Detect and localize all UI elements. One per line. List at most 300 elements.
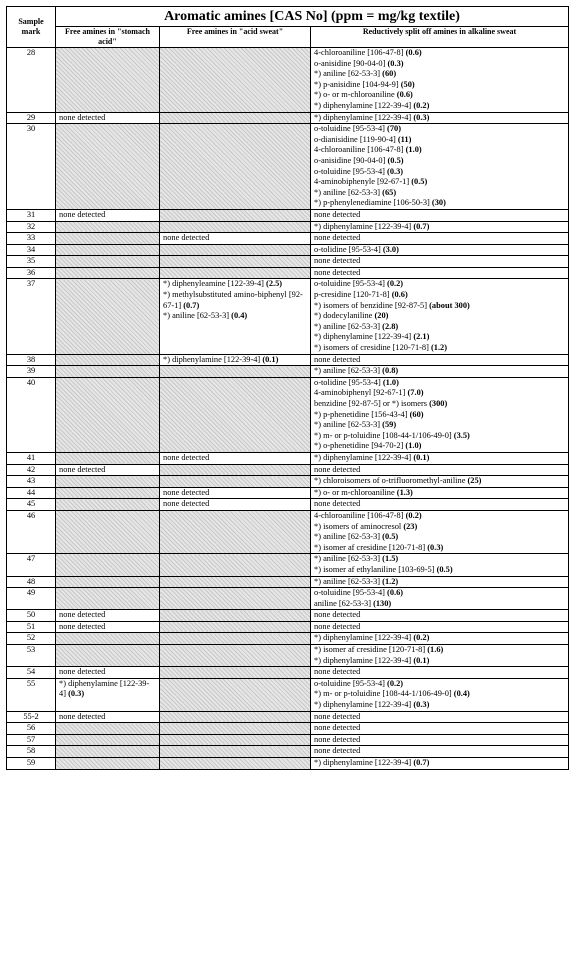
table-row	[7, 758, 569, 770]
alkaline-cell	[311, 256, 569, 268]
sample-mark-cell: 39	[7, 366, 56, 378]
amine-concentration: (0.7)	[183, 300, 200, 310]
amine-entry	[314, 599, 565, 610]
stomach-cell-empty	[56, 233, 160, 245]
amine-name: o-toluidine [95-53-4]	[314, 279, 388, 289]
alkaline-cell	[311, 124, 569, 210]
stomach-cell	[56, 610, 160, 622]
amine-entry	[314, 101, 565, 112]
amine-name: none detected	[314, 746, 361, 756]
amine-entry	[314, 431, 565, 442]
sample-mark-cell: 59	[7, 758, 56, 770]
alkaline-cell	[311, 723, 569, 735]
sweat-cell-empty	[160, 645, 311, 667]
sweat-cell-empty	[160, 256, 311, 268]
amine-entry	[314, 311, 565, 322]
stomach-cell-empty	[56, 499, 160, 511]
amine-entry	[314, 610, 565, 621]
amine-name: none detected	[314, 233, 361, 243]
sample-mark-cell: 32	[7, 221, 56, 233]
alkaline-cell	[311, 678, 569, 711]
amine-concentration: (7.0)	[407, 388, 424, 398]
amine-name: o-anisidine [90-04-0]	[314, 58, 388, 68]
amine-concentration: (59)	[382, 420, 397, 430]
amine-concentration: (70)	[387, 124, 401, 134]
amine-name: *) isomers of cresidine [120-71-8]	[314, 343, 431, 353]
amine-concentration: (0.6)	[396, 90, 413, 100]
sweat-cell-empty	[160, 588, 311, 610]
amine-name: *) m- or p-toluidine [108-44-1/106-49-0]	[314, 689, 454, 699]
amine-concentration: (0.3)	[387, 58, 404, 68]
amine-concentration: (3.5)	[453, 430, 470, 440]
amine-entry	[314, 511, 565, 522]
amine-concentration: (2.8)	[382, 321, 399, 331]
sample-mark-cell: 42	[7, 464, 56, 476]
sample-mark-cell: 36	[7, 267, 56, 279]
sweat-cell	[160, 233, 311, 245]
table-row	[7, 124, 569, 210]
amine-entry	[314, 410, 565, 421]
amine-concentration: (0.2)	[387, 279, 404, 289]
amine-name: *) diphenylamine [122-39-4]	[163, 354, 263, 364]
sweat-cell-empty	[160, 112, 311, 124]
table-row	[7, 711, 569, 723]
sample-mark-cell: 45	[7, 499, 56, 511]
stomach-acid-header: Free amines in "stomach acid"	[56, 27, 160, 48]
sweat-cell-empty	[160, 48, 311, 113]
sample-mark-cell: 49	[7, 588, 56, 610]
amine-entry	[314, 48, 565, 59]
sweat-cell-empty	[160, 723, 311, 735]
sweat-cell-empty	[160, 678, 311, 711]
amine-entry	[314, 689, 565, 700]
amine-entry	[314, 145, 565, 156]
sample-mark-cell: 52	[7, 633, 56, 645]
table-row	[7, 452, 569, 464]
amine-name: none detected	[59, 667, 106, 677]
amine-concentration: (1.6)	[427, 645, 444, 655]
amine-name: *) diphenylamine [122-39-4]	[314, 100, 414, 110]
amine-entry	[59, 667, 156, 678]
amine-concentration: (11)	[397, 134, 412, 144]
table-row	[7, 279, 569, 354]
amine-entry	[314, 700, 565, 711]
stomach-cell-empty	[56, 554, 160, 576]
amine-concentration: (0.5)	[411, 177, 428, 187]
amine-concentration: (0.5)	[436, 564, 453, 574]
amine-name: none detected	[314, 621, 361, 631]
amine-concentration: (1.5)	[382, 554, 399, 564]
amine-concentration: (0.3)	[68, 689, 85, 699]
amine-name: 4-chloroaniline [106-47-8]	[314, 145, 406, 155]
amine-name: o-toluidine [95-53-4]	[314, 124, 388, 134]
sample-mark-cell: 55-2	[7, 711, 56, 723]
table-row	[7, 267, 569, 279]
amine-name: none detected	[59, 711, 106, 721]
amine-name: none detected	[59, 112, 106, 122]
sample-mark-header: Sample mark	[7, 7, 56, 48]
sweat-cell-empty	[160, 633, 311, 645]
amine-name: *) chloroisomers of o-trifluoromethyl-aniline	[314, 476, 468, 486]
stomach-cell-empty	[56, 645, 160, 667]
amine-name: none detected	[314, 267, 361, 277]
stomach-cell-empty	[56, 124, 160, 210]
stomach-cell-empty	[56, 221, 160, 233]
amine-entry	[163, 453, 307, 464]
table-row	[7, 645, 569, 667]
amine-entry	[163, 355, 307, 366]
amine-concentration: (0.4)	[231, 311, 248, 321]
table-row	[7, 610, 569, 622]
amine-entry	[314, 758, 565, 769]
sweat-cell-empty	[160, 554, 311, 576]
table-row	[7, 112, 569, 124]
amine-entry	[314, 577, 565, 588]
amine-name: *) o-phenetidine [94-70-2]	[314, 441, 406, 451]
amine-name: *) isomers of benzidine [92-87-5]	[314, 300, 430, 310]
amine-entry	[314, 522, 565, 533]
amine-name: 4-chloroaniline [106-47-8]	[314, 510, 406, 520]
alkaline-cell	[311, 354, 569, 366]
sweat-cell-empty	[160, 377, 311, 452]
sweat-cell-empty	[160, 711, 311, 723]
amine-entry	[314, 69, 565, 80]
stomach-cell-empty	[56, 366, 160, 378]
amine-concentration: (1.2)	[430, 343, 448, 353]
amine-name: *) isomers of aminocresol	[314, 521, 404, 531]
amine-entry	[314, 476, 565, 487]
amine-entry	[314, 135, 565, 146]
amine-entry	[314, 420, 565, 431]
stomach-cell-empty	[56, 734, 160, 746]
amine-name: none detected	[314, 354, 361, 364]
amine-entry	[59, 610, 156, 621]
amine-name: 4-aminobiphenyle [92-67-1]	[314, 177, 412, 187]
amine-entry	[314, 588, 565, 599]
alkaline-cell	[311, 464, 569, 476]
amine-name: none detected	[163, 487, 210, 497]
amine-name: *) diphenylamine [122-39-4]	[314, 221, 414, 231]
amine-entry	[59, 679, 156, 700]
amine-concentration: (0.3)	[413, 112, 430, 122]
table-row	[7, 377, 569, 452]
amine-concentration: (1.2)	[382, 576, 399, 586]
amine-entry	[314, 656, 565, 667]
amine-name: 4-chloroaniline [106-47-8]	[314, 48, 406, 57]
stomach-cell-empty	[56, 354, 160, 366]
amine-concentration: (0.1)	[413, 452, 430, 462]
acid-sweat-header: Free amines in "acid sweat"	[160, 27, 311, 48]
sample-mark-cell: 28	[7, 48, 56, 113]
amine-concentration: (0.3)	[413, 700, 430, 710]
amine-concentration: (300)	[429, 399, 448, 408]
amine-name: none detected	[314, 723, 361, 733]
amine-name: none detected	[314, 256, 361, 266]
table-row	[7, 621, 569, 633]
table-row	[7, 48, 569, 113]
amine-name: *) aniline [62-53-3]	[163, 311, 232, 321]
table-row	[7, 499, 569, 511]
stomach-cell	[56, 112, 160, 124]
amine-entry	[314, 712, 565, 723]
amine-entry	[314, 543, 565, 554]
amine-concentration: (30)	[431, 198, 446, 208]
sample-mark-cell: 35	[7, 256, 56, 268]
amine-entry	[314, 645, 565, 656]
stomach-cell-empty	[56, 487, 160, 499]
amine-entry	[314, 378, 565, 389]
sweat-cell-empty	[160, 621, 311, 633]
alkaline-cell	[311, 366, 569, 378]
amine-entry	[314, 488, 565, 499]
sample-mark-cell: 54	[7, 667, 56, 679]
amine-name: *) diphenylamine [122-39-4]	[314, 758, 414, 767]
table-row	[7, 633, 569, 645]
amine-entry	[314, 177, 565, 188]
amine-concentration: (1.0)	[405, 145, 422, 155]
amine-name: *) p-phenylenediamine [106-50-3]	[314, 198, 432, 208]
amine-name: *) m- or p-toluidine [108-44-1/106-49-0]	[314, 430, 454, 440]
amine-name: none detected	[314, 734, 361, 744]
sweat-cell	[160, 487, 311, 499]
amine-name: none detected	[163, 452, 210, 462]
amine-name: o-toluidine [95-53-4]	[314, 678, 388, 688]
amine-entry	[314, 746, 565, 757]
amine-entry	[314, 565, 565, 576]
sample-mark-cell: 33	[7, 233, 56, 245]
sample-mark-cell: 43	[7, 476, 56, 488]
amine-concentration: (60)	[382, 69, 397, 79]
table-row	[7, 734, 569, 746]
amine-name: *) aniline [62-53-3]	[314, 69, 383, 79]
amine-concentration: (0.5)	[382, 532, 399, 542]
sweat-cell-empty	[160, 746, 311, 758]
alkaline-cell	[311, 610, 569, 622]
alkaline-cell	[311, 554, 569, 576]
alkaline-cell	[311, 244, 569, 256]
stomach-cell-empty	[56, 256, 160, 268]
stomach-cell	[56, 621, 160, 633]
amine-entry	[314, 399, 565, 410]
sweat-cell-empty	[160, 366, 311, 378]
amine-concentration: (0.6)	[391, 290, 408, 300]
stomach-cell-empty	[56, 244, 160, 256]
amine-name: o-tolidine [95-53-4]	[314, 377, 383, 387]
alkaline-cell	[311, 377, 569, 452]
amine-name: *) isomer af cresidine [120-71-8]	[314, 542, 428, 552]
amine-entry	[314, 188, 565, 199]
amine-concentration: (0.6)	[405, 48, 422, 57]
sweat-cell-empty	[160, 758, 311, 770]
sweat-cell-empty	[160, 476, 311, 488]
amine-name: *) aniline [62-53-3]	[314, 420, 383, 430]
amine-name: benzidine [92-87-5] or *) isomers	[314, 399, 430, 408]
sweat-cell-empty	[160, 610, 311, 622]
amine-concentration: (2.1)	[413, 332, 430, 342]
amine-name: *) diphenylamine [122-39-4]	[314, 700, 414, 710]
amine-entry	[314, 388, 565, 399]
amine-name: *) dodecylaniline	[314, 311, 375, 321]
amine-name: none detected	[59, 209, 106, 219]
amine-entry	[314, 256, 565, 267]
stomach-cell-empty	[56, 279, 160, 354]
stomach-cell	[56, 678, 160, 711]
amine-name: *) diphenylamine [122-39-4]	[59, 678, 150, 699]
amine-entry	[59, 712, 156, 723]
stomach-cell-empty	[56, 633, 160, 645]
alkaline-cell	[311, 758, 569, 770]
alkaline-cell	[311, 233, 569, 245]
amine-name: 4-aminobiphenyl [92-67-1]	[314, 388, 408, 398]
amine-concentration: (about 300)	[429, 300, 470, 310]
amine-name: *) diphenyleamine [122-39-4]	[163, 279, 267, 289]
table-row	[7, 354, 569, 366]
amine-name: *) aniline [62-53-3]	[314, 366, 383, 376]
amine-concentration: (0.4)	[453, 689, 470, 699]
amine-entry	[59, 210, 156, 221]
alkaline-cell	[311, 48, 569, 113]
sweat-cell-empty	[160, 734, 311, 746]
sweat-cell	[160, 354, 311, 366]
stomach-cell-empty	[56, 48, 160, 113]
amine-concentration: (20)	[374, 311, 389, 321]
alkaline-cell	[311, 621, 569, 633]
amine-concentration: (0.5)	[387, 155, 404, 165]
amine-entry	[314, 453, 565, 464]
sweat-cell	[160, 499, 311, 511]
amine-concentration: (0.1)	[413, 655, 430, 665]
stomach-cell-empty	[56, 588, 160, 610]
amine-name: *) aniline [62-53-3]	[314, 576, 383, 586]
stomach-cell	[56, 209, 160, 221]
stomach-cell-empty	[56, 758, 160, 770]
amine-concentration: (0.2)	[413, 633, 430, 643]
amine-entry	[314, 554, 565, 565]
table-row	[7, 554, 569, 576]
amine-name: *) aniline [62-53-3]	[314, 554, 383, 564]
sample-mark-cell: 40	[7, 377, 56, 452]
amine-entry	[314, 113, 565, 124]
amine-concentration: (60)	[409, 409, 424, 419]
amine-concentration: (23)	[403, 521, 418, 531]
amine-entry	[314, 366, 565, 377]
amine-entry	[59, 465, 156, 476]
table-row	[7, 256, 569, 268]
alkaline-cell	[311, 588, 569, 610]
amine-entry	[314, 233, 565, 244]
amine-name: *) p-anisidine [104-94-9]	[314, 79, 401, 89]
amines-table-container	[6, 6, 568, 770]
sample-mark-cell: 47	[7, 554, 56, 576]
amine-name: o-toluidine [95-53-4]	[314, 166, 388, 176]
alkaline-cell	[311, 645, 569, 667]
amine-entry	[314, 167, 565, 178]
amine-entry	[314, 735, 565, 746]
amine-name: o-toluidine [95-53-4]	[314, 588, 388, 598]
alkaline-cell	[311, 576, 569, 588]
table-row	[7, 366, 569, 378]
amine-name: aniline [62-53-3]	[314, 598, 374, 608]
alkaline-cell	[311, 452, 569, 464]
table-row	[7, 667, 569, 679]
sample-mark-cell: 30	[7, 124, 56, 210]
amine-entry	[314, 80, 565, 91]
amine-concentration: (50)	[400, 79, 415, 89]
alkaline-cell	[311, 667, 569, 679]
table-row	[7, 209, 569, 221]
alkaline-cell	[311, 476, 569, 488]
amine-entry	[163, 499, 307, 510]
amine-entry	[314, 667, 565, 678]
amine-concentration: (0.2)	[413, 100, 430, 110]
alkaline-cell	[311, 510, 569, 553]
sweat-cell-empty	[160, 464, 311, 476]
sample-mark-cell: 44	[7, 487, 56, 499]
stomach-cell-empty	[56, 510, 160, 553]
amine-entry	[314, 290, 565, 301]
alkaline-cell	[311, 221, 569, 233]
amine-entry	[314, 301, 565, 312]
amine-concentration: (2.5)	[266, 279, 283, 289]
amine-name: none detected	[314, 711, 361, 721]
sweat-cell-empty	[160, 576, 311, 588]
amine-name: none detected	[314, 209, 361, 219]
amine-entry	[314, 222, 565, 233]
table-row	[7, 221, 569, 233]
amine-concentration: (0.2)	[405, 510, 422, 520]
amine-entry	[314, 198, 565, 209]
amine-name: *) p-phenetidine [156-43-4]	[314, 409, 410, 419]
sweat-cell	[160, 452, 311, 464]
amine-entry	[314, 59, 565, 70]
sweat-cell-empty	[160, 124, 311, 210]
table-row	[7, 723, 569, 735]
table-row	[7, 464, 569, 476]
amine-entry	[314, 441, 565, 452]
amine-name: *) diphenylamine [122-39-4]	[314, 633, 414, 643]
amine-name: *) isomer af cresidine [120-71-8]	[314, 645, 428, 655]
amine-concentration: (0.3)	[427, 542, 444, 552]
table-body	[7, 48, 569, 770]
amine-entry	[314, 723, 565, 734]
alkaline-cell	[311, 633, 569, 645]
sample-mark-cell: 31	[7, 209, 56, 221]
table-row	[7, 678, 569, 711]
amine-entry	[314, 268, 565, 279]
amine-entry	[163, 279, 307, 290]
amine-entry	[314, 322, 565, 333]
sweat-cell	[160, 279, 311, 354]
amine-concentration: (1.0)	[405, 441, 422, 451]
sample-mark-cell: 50	[7, 610, 56, 622]
amine-concentration: (1.0)	[382, 377, 399, 387]
amine-concentration: (3.0)	[382, 244, 399, 254]
sweat-cell-empty	[160, 209, 311, 221]
stomach-cell-empty	[56, 452, 160, 464]
amine-entry	[163, 233, 307, 244]
amine-concentration: (0.1)	[262, 354, 279, 364]
amine-name: o-dianisidine [119-90-4]	[314, 134, 398, 144]
amine-name: *) o- or m-chloroaniline	[314, 487, 397, 497]
stomach-cell-empty	[56, 746, 160, 758]
stomach-cell-empty	[56, 476, 160, 488]
amine-name: *) aniline [62-53-3]	[314, 187, 383, 197]
sample-mark-cell: 56	[7, 723, 56, 735]
sample-mark-cell: 34	[7, 244, 56, 256]
amine-entry	[314, 622, 565, 633]
table-row	[7, 233, 569, 245]
amine-entry	[314, 90, 565, 101]
